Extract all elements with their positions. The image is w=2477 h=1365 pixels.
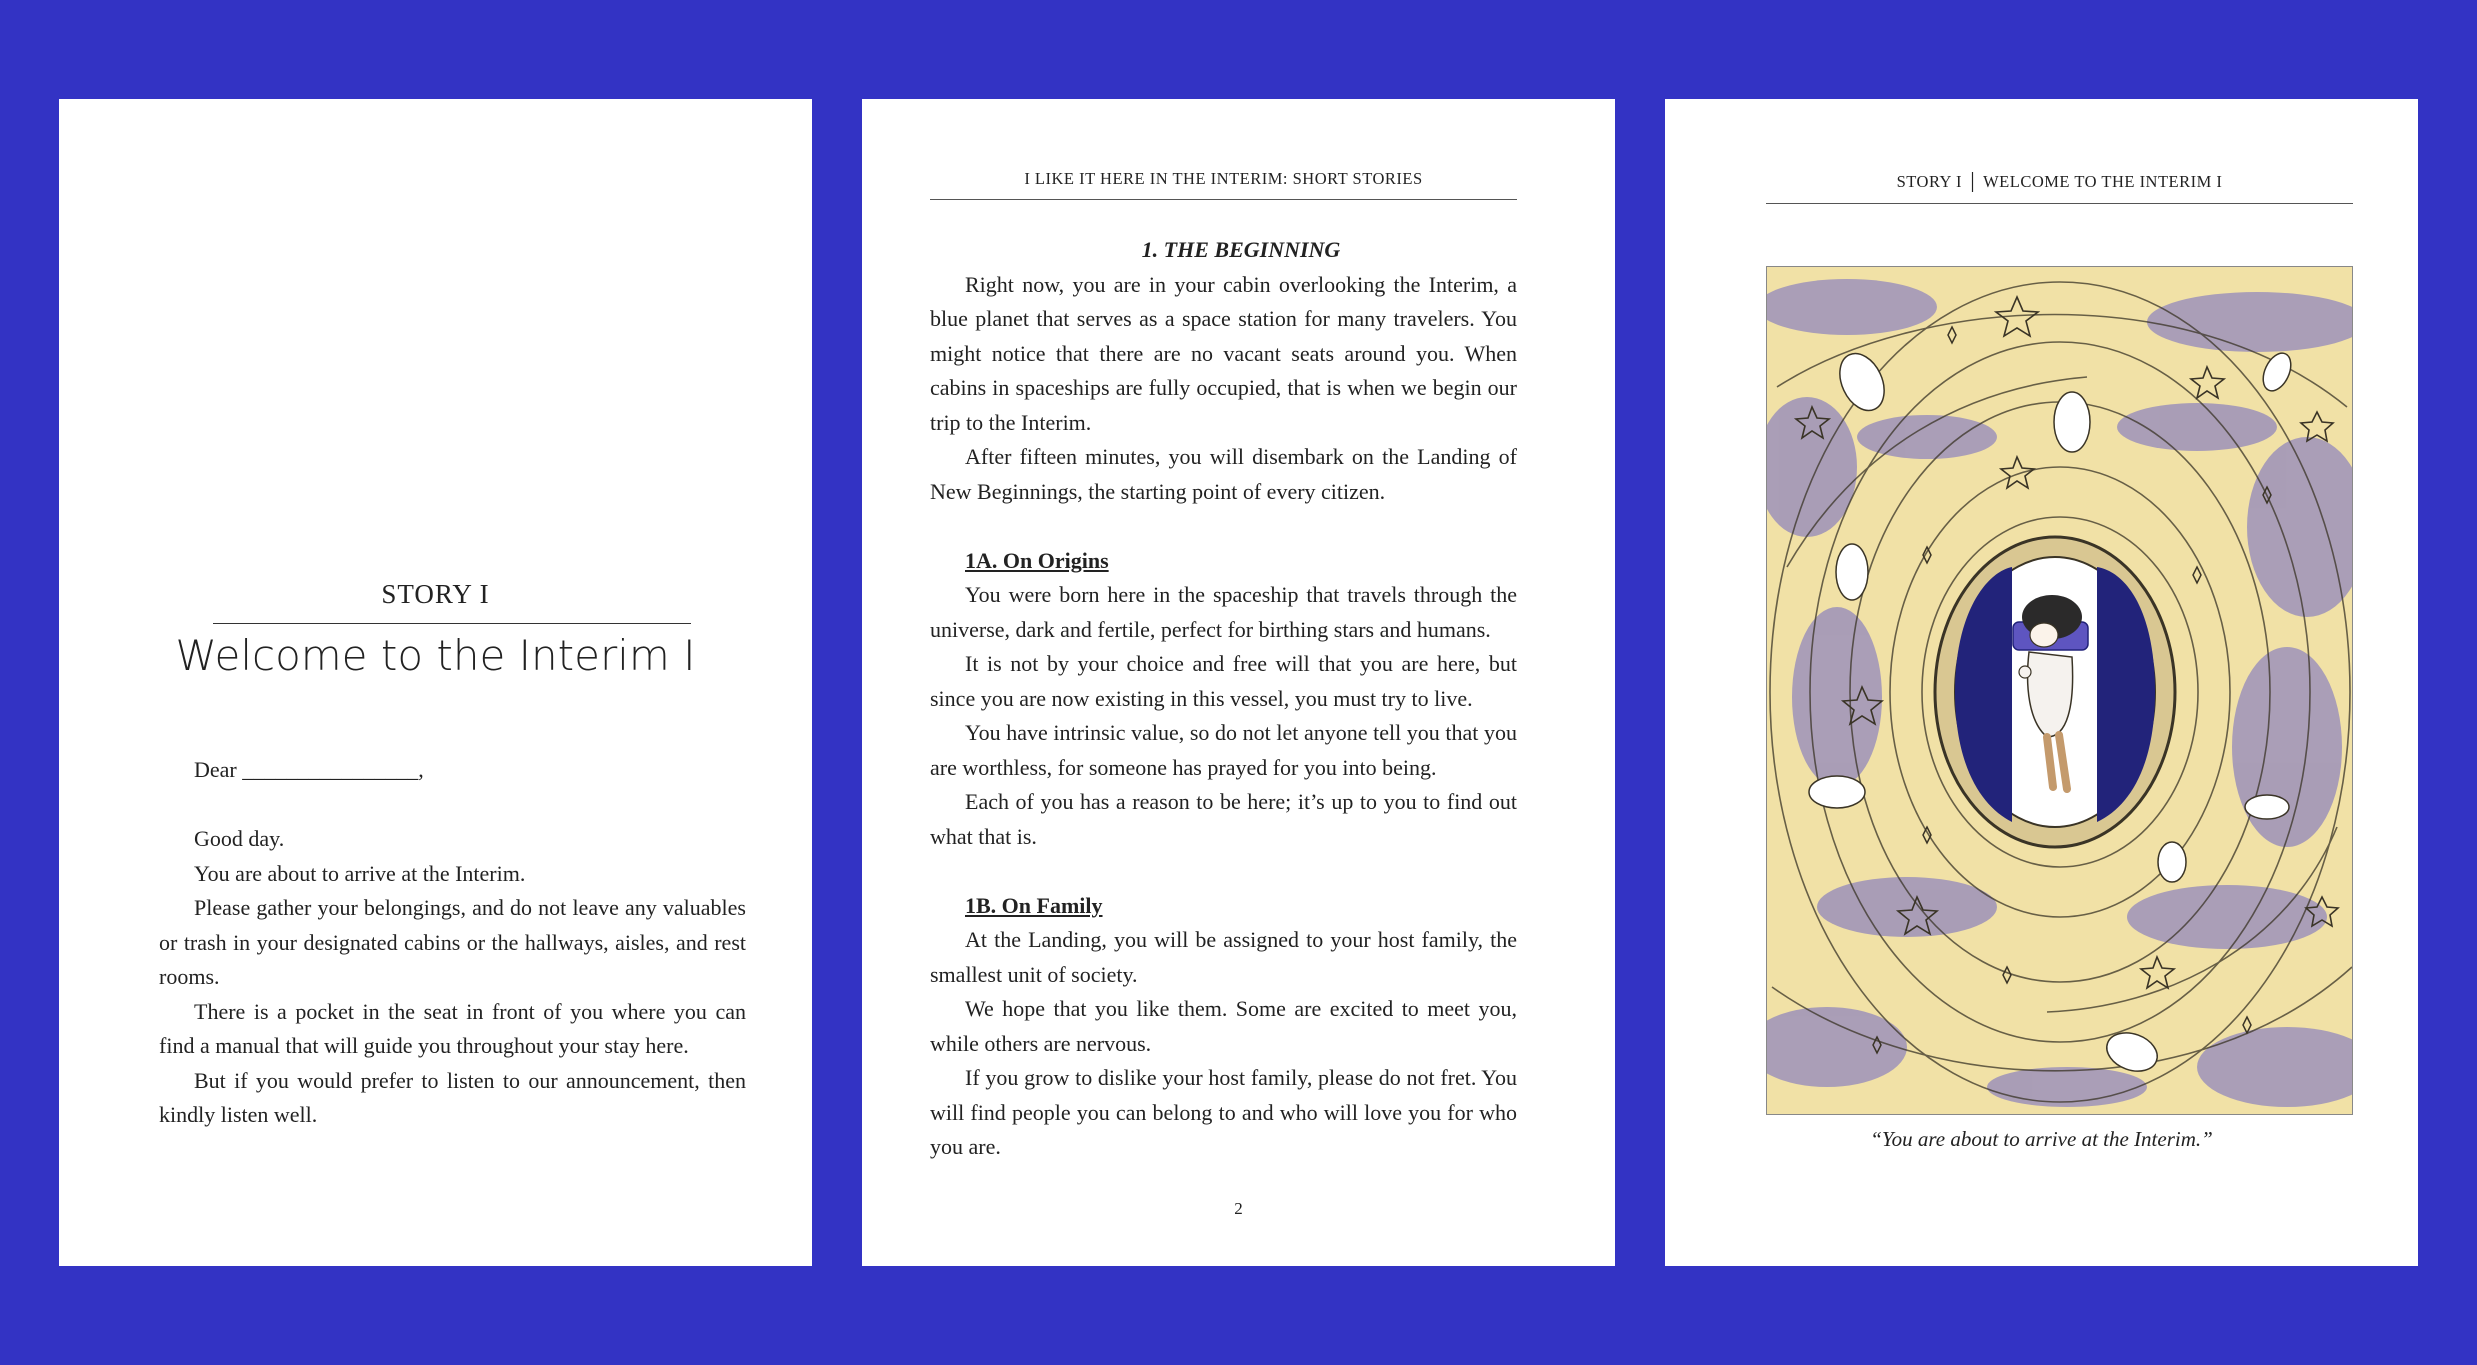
section-heading-origins: 1A. On Origins — [965, 547, 1109, 573]
letter-salutation: Dear ________________, — [194, 757, 424, 782]
letter-paragraph: But if you would prefer to listen to our announcement, then kindly listen well. — [159, 1067, 746, 1127]
body-paragraph: If you grow to dislike your host family, please do not fret. You will find people you can belong to and who will love you for who you are. — [930, 1065, 1517, 1159]
title-divider — [213, 623, 691, 624]
body-paragraph: Each of you has a reason to be here; it’s up to you to find out what that is. — [930, 789, 1517, 849]
body-paragraph: You have intrinsic value, so do not let anyone tell you that you are worthless, for someone has prayed for you into being. — [930, 720, 1517, 780]
chapter-title: 1. THE BEGINNING — [1141, 237, 1341, 262]
body-paragraph: Right now, you are in your cabin overlooking the Interim, a blue planet that serves as a space station for many travelers. You might notice that there are no vacant seats around you. When cabins in spaceships are fully occupied, that is when we begin our trip to the Interim. — [930, 271, 1517, 435]
page-illustration — [1665, 99, 2418, 1266]
letter-paragraph: You are about to arrive at the Interim. — [194, 860, 526, 886]
body-paragraph: At the Landing, you will be assigned to your host family, the smallest unit of society. — [930, 927, 1517, 987]
header-rule — [930, 199, 1517, 200]
body-paragraph: We hope that you like them. Some are excited to meet you, while others are nervous. — [930, 996, 1517, 1056]
running-head: STORY I │ WELCOME TO THE INTERIM I — [1896, 172, 2223, 191]
letter-body — [159, 753, 746, 1133]
illustration-caption: “You are about to arrive at the Interim.” — [1870, 1127, 2213, 1151]
story-title: Welcome to the Interim I — [175, 631, 696, 680]
letter-greeting: Good day. — [194, 826, 285, 851]
chapter-body — [930, 233, 1517, 1165]
body-paragraph: You were born here in the spaceship that travels through the universe, dark and fertile, perfect for birthing stars and humans. — [930, 582, 1517, 642]
running-head: I LIKE IT HERE IN THE INTERIM: SHORT STORIES — [1024, 169, 1423, 188]
letter-paragraph: Please gather your belongings, and do not leave any valuables or trash in your designated cabins or the hallways, aisles, and rest rooms. — [159, 895, 746, 989]
body-paragraph: It is not by your choice and free will that you are here, but since you are now existing in this vessel, you must try to live. — [930, 651, 1517, 711]
page-story-opener — [59, 99, 812, 1266]
letter-paragraph: There is a pocket in the seat in front of you where you can find a manual that will guide you throughout your stay here. — [159, 998, 746, 1058]
body-paragraph: After fifteen minutes, you will disembark on the Landing of New Beginnings, the starting point of every citizen. — [930, 444, 1517, 504]
page-chapter-text — [862, 99, 1615, 1266]
section-heading-family: 1B. On Family — [965, 892, 1103, 918]
space-porthole-illustration — [1766, 266, 2353, 1115]
page-number: 2 — [1234, 1199, 1243, 1218]
story-label: STORY I — [381, 579, 490, 609]
header-rule — [1766, 203, 2353, 204]
